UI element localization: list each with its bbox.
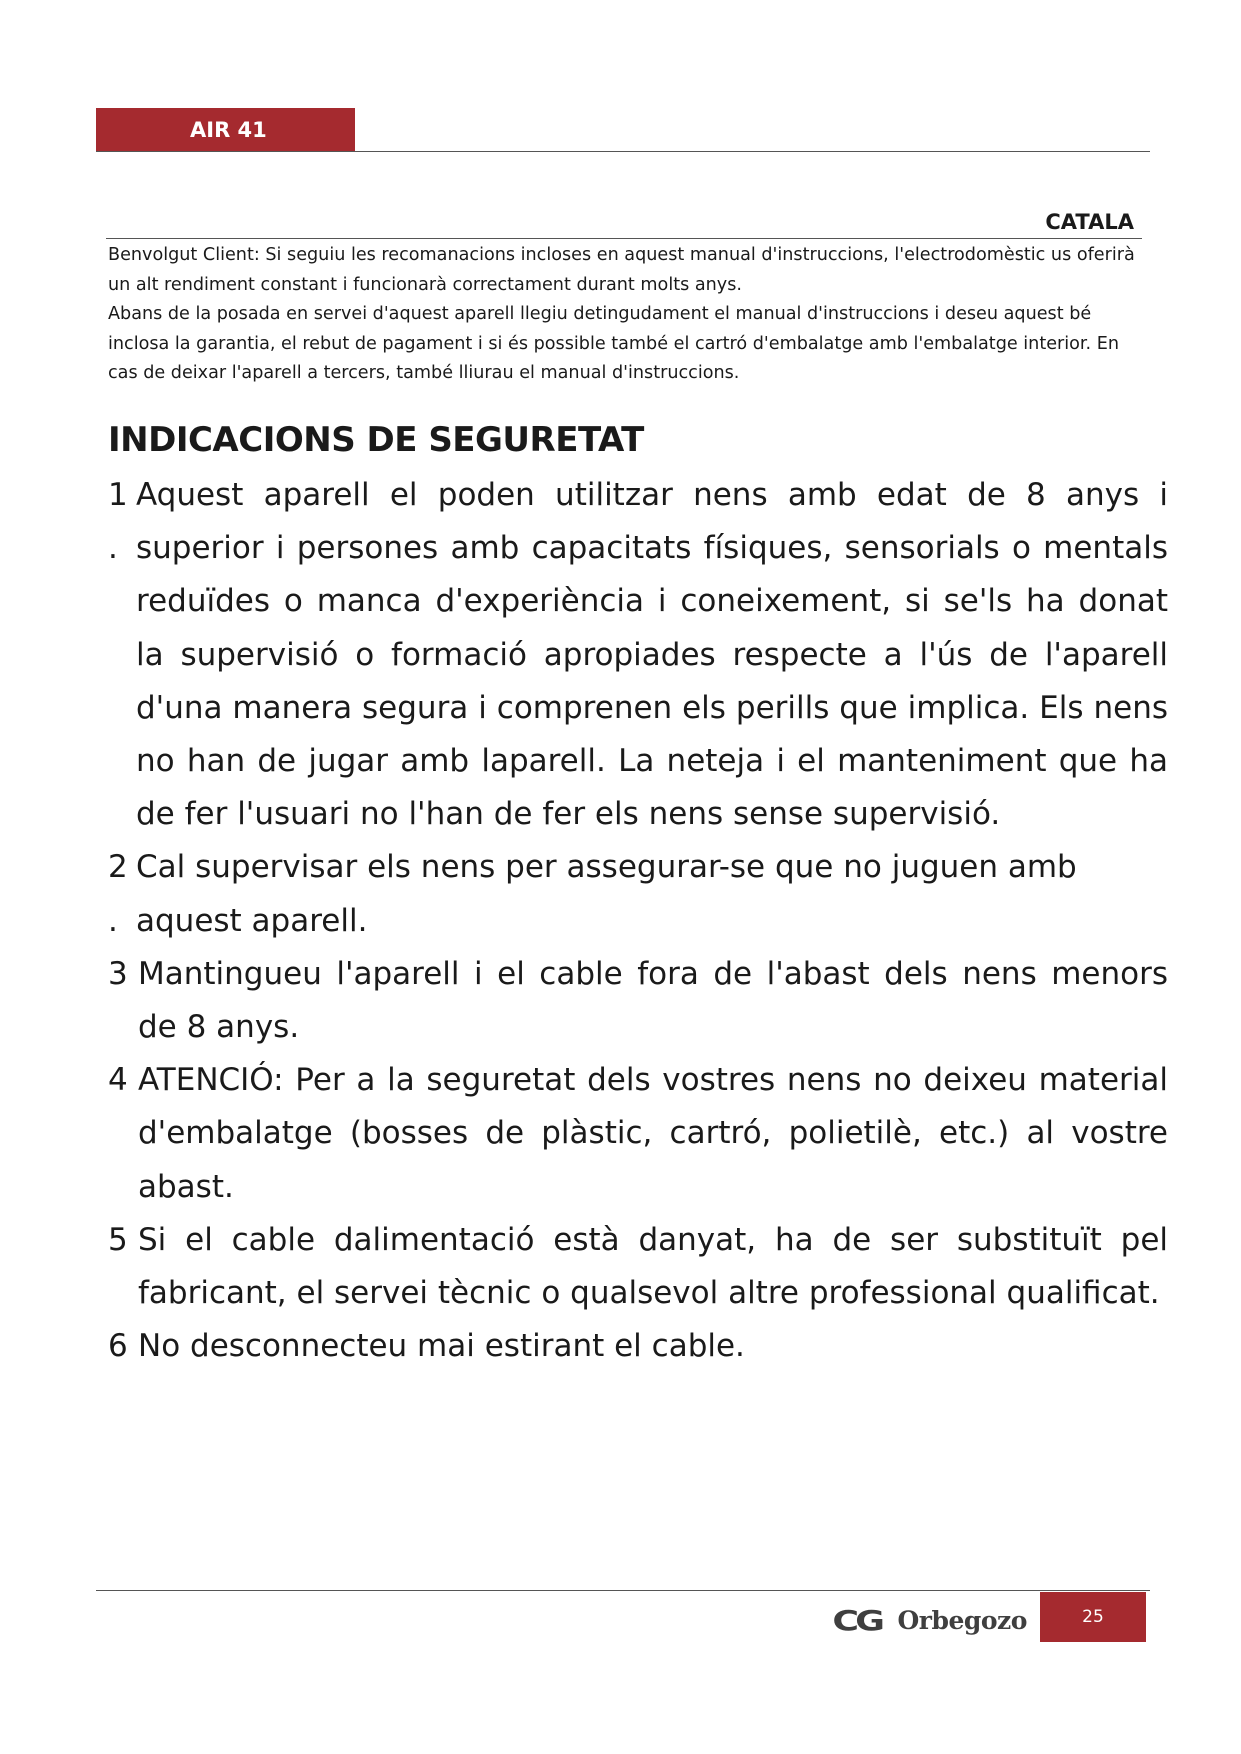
item-text: Cal supervisar els nens per assegurar-se que no juguen amb aquest aparell. (136, 849, 1077, 939)
intro-text (108, 241, 1148, 389)
header-model-tab (96, 108, 355, 152)
safety-item-5 (108, 1214, 1168, 1320)
brand-wordmark: Orbegozo (897, 1605, 1027, 1635)
safety-item-4 (108, 1054, 1168, 1214)
safety-item-3 (108, 948, 1168, 1054)
safety-list (108, 469, 1168, 1373)
brand-logo (832, 1598, 1027, 1642)
item-number: 4 (108, 1062, 128, 1099)
item-number: 2 . (108, 849, 128, 939)
item-number: 5 (108, 1221, 128, 1258)
page-number: 25 (1082, 1607, 1104, 1627)
item-text: Mantingueu l'aparell i el cable fora de l'abast dels nens menors de 8 anys. (138, 955, 1168, 1046)
footer-rule (96, 1590, 1150, 1591)
intro-paragraph-2: Abans de la posada en servei d'aquest aparell llegiu detingudament el manual d'instruccions i deseu aquest bé inclosa la garantia, el rebut de pagament i si és possible també el cartró d'embalatge amb l'embalatge interior. En cas de deixar l'aparell a tercers, també lliurau el manual d'instruccions. (108, 304, 1119, 383)
brand-mark-icon: CG (832, 1603, 882, 1637)
language-rule (106, 238, 1142, 239)
safety-item-6 (108, 1320, 1168, 1373)
language-label: CATALA (1045, 210, 1134, 234)
item-text: Aquest aparell el poden utilitzar nens amb edat de 8 anys i superior i persones amb capacitats físiques, sensorials o mentals reduïdes o manca d'experiència i coneixement, si se'ls ha donat la supervisió o formació apropiades respecte a l'ús de l'aparell d'una manera segura i comprenen els perills que implica. Els nens no han de jugar amb laparell. La neteja i el manteniment que ha de fer l'usuari no l'han de fer els nens sense supervisió. (136, 477, 1168, 833)
model-name: AIR 41 (190, 118, 267, 142)
item-text: Si el cable dalimentació està danyat, ha de ser substituït pel fabricant, el servei tècnic o qualsevol altre professional qualificat. (138, 1221, 1168, 1312)
safety-item-2 (108, 841, 1168, 947)
header-rule (96, 151, 1150, 152)
intro-paragraph-1: Benvolgut Client: Si seguiu les recomanacions incloses en aquest manual d'instruccions, l'electrodomèstic us oferirà un alt rendiment constant i funcionarà correctament durant molts anys. (108, 245, 1135, 295)
item-text: ATENCIÓ: Per a la seguretat dels vostres nens no deixeu material d'embalatge (bosses de plàstic, cartró, polietilè, etc.) al vostre abast. (138, 1062, 1168, 1205)
item-number: 1 . (108, 477, 128, 567)
item-number: 3 (108, 955, 128, 992)
item-text: No desconnecteu mai estirant el cable. (138, 1328, 745, 1365)
section-title: INDICACIONS DE SEGURETAT (108, 420, 644, 460)
item-number: 6 (108, 1328, 128, 1365)
page-number-tab (1040, 1592, 1146, 1642)
safety-item-1 (108, 469, 1168, 841)
